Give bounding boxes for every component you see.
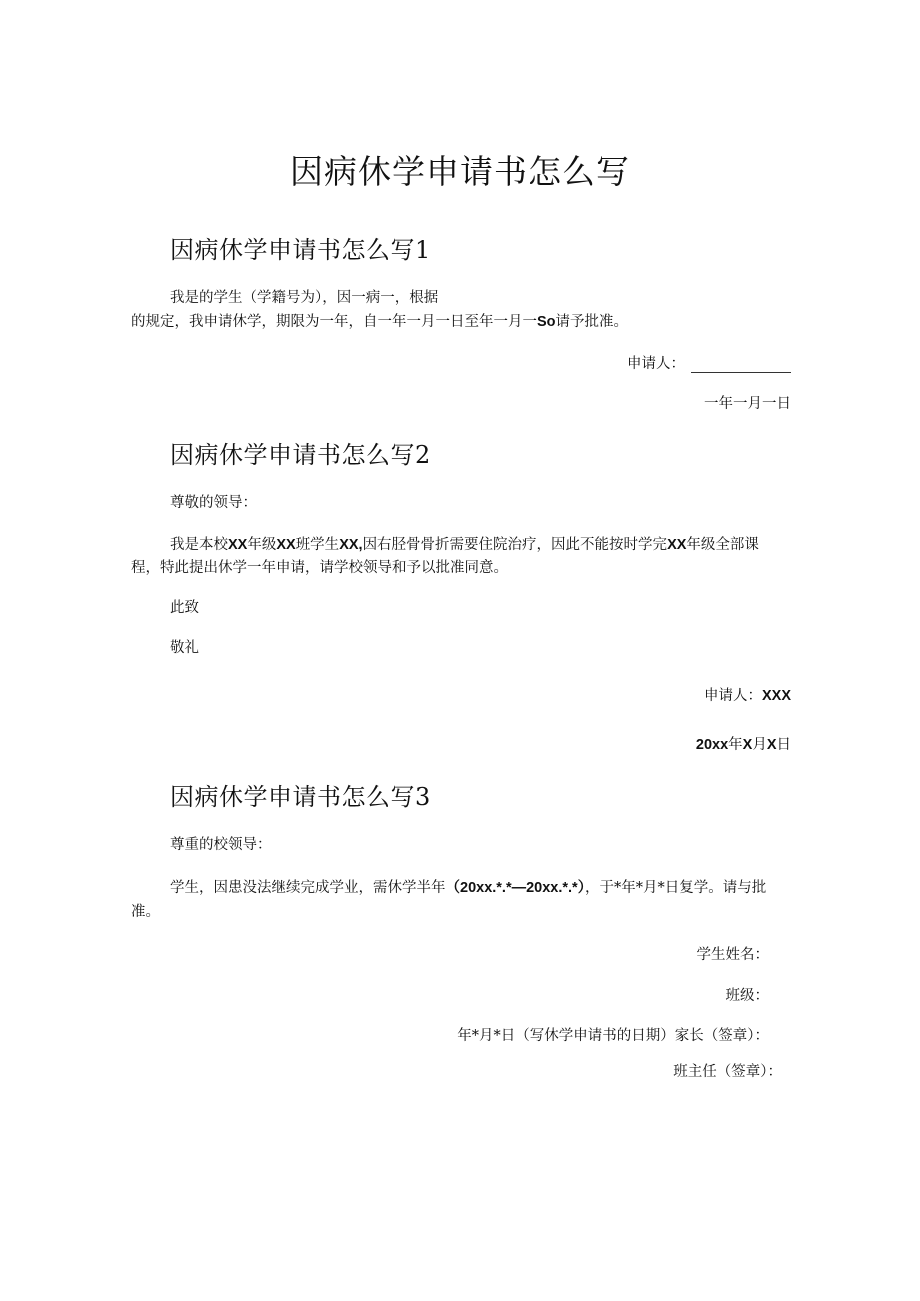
section-3-body-line-1 <box>170 877 766 899</box>
section-2-body-line-2: 程，特此提出休学一年申请，请学校领导和予以批准同意。 <box>131 560 508 576</box>
body-text: （20xx.*.*—20xx.*.*） <box>445 880 585 896</box>
section-1-line-2a: 的规定，我申请休学，期限为一年，自一年一月一日至年一月一 <box>131 314 537 330</box>
date-part: 月 <box>752 737 767 753</box>
section-2-applicant-name: XXX <box>761 688 791 704</box>
section-1-applicant-label: 申请人： <box>627 356 685 372</box>
signature-line <box>691 358 791 373</box>
page-title: 因病休学申请书怎么写 <box>290 152 630 191</box>
date-part: 日 <box>776 737 791 753</box>
section-1-applicant <box>627 352 791 373</box>
date-part: X <box>742 737 753 753</box>
class-field: 班级： <box>725 988 769 1004</box>
section-2-date <box>696 733 791 754</box>
section-2-closing-1: 此致 <box>170 600 199 616</box>
section-2-closing-2: 敬礼 <box>170 640 199 656</box>
body-text: XX <box>276 537 296 553</box>
teacher-signature-line: 班主任（签章）： <box>673 1064 782 1080</box>
student-name-field: 学生姓名： <box>696 947 769 963</box>
date-part: X <box>766 737 777 753</box>
section-3-heading: 因病休学申请书怎么写3 <box>170 783 431 811</box>
section-2-body-line-1 <box>170 534 759 556</box>
body-text: 年级 <box>247 537 277 553</box>
date-part: 20xx <box>695 737 729 753</box>
body-text: XX <box>228 537 248 553</box>
section-2-salutation: 尊敬的领导： <box>170 495 257 511</box>
section-1-line-2 <box>131 311 628 333</box>
section-2-applicant-label: 申请人： <box>703 688 762 704</box>
section-3-body-line-2: 准。 <box>131 904 160 920</box>
body-text: ，于*年*月*日复学。请与批 <box>584 880 767 896</box>
section-2-applicant <box>704 684 791 705</box>
section-2-heading: 因病休学申请书怎么写2 <box>170 441 431 469</box>
parent-signature-line: 年*月*日（写休学申请书的日期）家长（签章）： <box>457 1028 769 1044</box>
section-1-line-1: 我是的学生（学籍号为），因一病一，根据 <box>170 290 439 306</box>
body-text: 年级全部课 <box>686 537 759 553</box>
section-1-line-2b: So <box>537 314 556 330</box>
section-1-date: 一年一月一日 <box>704 396 791 412</box>
section-3-salutation: 尊重的校领导： <box>170 837 272 853</box>
body-text: XX <box>667 537 687 553</box>
body-text: 班学生 <box>295 537 340 553</box>
body-text: 因右胫骨骨折需要住院治疗，因此不能按时学完 <box>362 537 668 553</box>
section-1-line-2c: 请予批准。 <box>555 314 629 330</box>
date-part: 年 <box>728 737 743 753</box>
body-text: XX, <box>339 537 363 553</box>
body-text: 学生，因患没法继续完成学业，需休学半年 <box>170 880 446 896</box>
section-1-heading: 因病休学申请书怎么写1 <box>170 236 431 264</box>
body-text: 我是本校 <box>170 537 228 553</box>
